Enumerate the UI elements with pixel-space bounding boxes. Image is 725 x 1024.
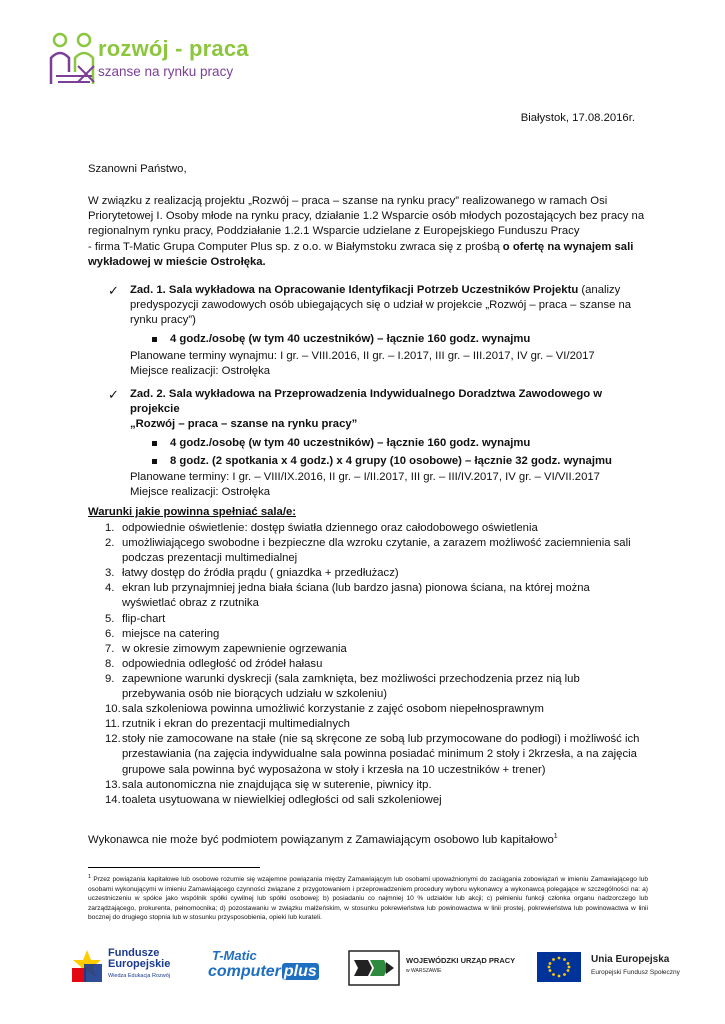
eu-flag-icon bbox=[537, 952, 581, 982]
logo-subtitle: szanse na rynku pracy bbox=[98, 64, 234, 79]
condition-text: przestawiania (na zajęcia indywidualne sala powinna posiadać minimum 2 stoły i 2krzesła, a na zajęcia bbox=[122, 748, 637, 761]
task-place: Miejsce realizacji: Ostrołęka bbox=[130, 486, 270, 499]
condition-text: sala autonomiczna nie znajdująca się w suterenie, piwnicy itp. bbox=[122, 778, 432, 791]
condition-text: podczas prezentacji multimedialnej bbox=[122, 552, 298, 565]
condition-number: 12. bbox=[105, 733, 121, 746]
intro-bold-text: wykładowej w mieście Ostrołęka. bbox=[88, 255, 266, 268]
intro-line: Priorytetowej I. Osoby młode na rynku pracy, działanie 1.2 Wsparcie osób młodych pozostających bez pracy na bbox=[88, 210, 645, 223]
fundusze-europejskie-logo bbox=[70, 946, 190, 988]
condition-text: w okresie zimowym zapewnienie ogrzewania bbox=[122, 642, 347, 655]
task-bullet bbox=[112, 454, 652, 469]
footnote-text: Przez powiązania kapitałowe lub osobowe rozumie się wzajemne powiązania między Zamawiającym lub osobami upoważnionymi do zaciągania zobowiązań w imieniu Zamawiającego lub osobami wykonującymi w imieniu Zamawiającego czynności związane z przygotowaniem i przeprowadzeniem procedury wyboru wykonawcy a wykonawcą polegające w szczególności na: a) uczestniczeniu w spółce jako wspólnik spółki cywilnej lub spółki osobowej; b) posiadaniu co najmniej 10 % udziałów lub akcji; c) pełnieniu funkcji członka organu nadzorczego lub zarządzającego, prokurenta, pełnomocnika; d) pozostawaniu w związku małżeńskim, w stosunku pokrewieństwa lub powinowactwa w linii prostej, pokrewieństwa lub powinowactwa w linii bocznej do drugiego stopnia lub w stosunku przysposobienia, opieki lub kurateli. bbox=[88, 876, 648, 922]
conditions-title: Warunki jakie powinna spełniać sala/e: bbox=[88, 506, 297, 518]
condition-item bbox=[88, 521, 658, 536]
task-bullet bbox=[112, 436, 652, 451]
condition-item bbox=[88, 627, 658, 642]
condition-item bbox=[88, 778, 658, 793]
fe-title-1: Fundusze bbox=[108, 947, 160, 959]
task-bullet-text: 4 godz./osobę (w tym 40 uczestników) – łącznie 160 godz. wynajmu bbox=[170, 332, 531, 345]
task-place: Miejsce realizacji: Ostrołęka bbox=[130, 365, 270, 378]
condition-number: 2. bbox=[105, 537, 115, 550]
fe-subtitle: Wiedza Edukacja Rozwój bbox=[108, 973, 171, 979]
condition-text: toaleta usytuowana w niewielkiej odległości od sali szkoleniowej bbox=[122, 793, 442, 806]
condition-item bbox=[88, 612, 658, 627]
condition-number: 6. bbox=[105, 627, 115, 640]
task-bullet bbox=[112, 332, 652, 347]
condition-text: zapewnione warunki dyskrecji (sala zamknięta, bez możliwości przechodzenia przez nią lub bbox=[122, 672, 580, 685]
tmatic-logo bbox=[208, 948, 317, 988]
condition-text: wyświetlać obraz z rzutnika bbox=[122, 597, 259, 610]
salutation: Szanowni Państwo, bbox=[88, 163, 187, 175]
condition-number: 1. bbox=[105, 522, 115, 534]
task-2 bbox=[108, 387, 652, 500]
condition-item bbox=[88, 672, 658, 702]
tmatic-plus: plus bbox=[283, 963, 317, 980]
condition-item bbox=[88, 732, 658, 777]
square-bullet-icon bbox=[152, 337, 157, 342]
fe-title-2: Europejskie bbox=[108, 958, 171, 970]
task-title: Zad. 2. Sala wykładowa na Przeprowadzenia Indywidualnego Doradztwa Zawodowego w projekcie bbox=[130, 388, 603, 416]
condition-item bbox=[88, 566, 658, 581]
condition-text: grupowe sala powinna być wyposażona w stoły i krzesła na 10 uczestników + trener) bbox=[122, 763, 546, 776]
condition-text: sala szkoleniowa powinna umożliwić korzystanie z zajęć osobom niepełnosprawnym bbox=[122, 703, 544, 716]
task-title-line bbox=[112, 417, 652, 432]
fe-star-icon bbox=[70, 946, 104, 984]
condition-item bbox=[88, 657, 658, 672]
condition-item bbox=[88, 536, 658, 566]
condition-text: flip-chart bbox=[122, 612, 166, 625]
task-title-line bbox=[108, 283, 652, 298]
closing-statement bbox=[88, 833, 558, 846]
condition-number: 7. bbox=[105, 642, 115, 655]
wup-subtitle: w WARSZAWIE bbox=[406, 968, 442, 974]
conditions-list bbox=[88, 521, 658, 808]
eu-subtitle: Europejski Fundusz Społeczny bbox=[591, 969, 680, 976]
condition-number: 11. bbox=[105, 718, 120, 731]
task-terms: Planowane terminy: I gr. – VIII/IX.2016, II gr. – I/II.2017, III gr. – III/IV.2017, IV gr. – VI/VII.2017 bbox=[130, 471, 600, 484]
intro-text: - firma T-Matic Grupa Computer Plus sp. z o.o. w Białymstoku zwraca się z prośbą bbox=[88, 240, 503, 253]
task-title-rest: (analizy bbox=[578, 284, 621, 296]
task-description: rynku pracy”) bbox=[130, 314, 196, 327]
condition-number: 13. bbox=[105, 778, 121, 791]
condition-text: przebywania osób nie biorących udziału w szkoleniu) bbox=[122, 688, 387, 701]
condition-item bbox=[88, 642, 658, 657]
intro-line bbox=[88, 255, 648, 270]
eu-logo bbox=[537, 948, 697, 988]
square-bullet-icon bbox=[152, 459, 157, 464]
wup-logo bbox=[348, 950, 528, 986]
condition-item bbox=[88, 717, 658, 732]
task-terms: Planowane terminy wynajmu: I gr. – VIII.2016, II gr. – I.2017, III gr. – III.2017, IV gr. – VI/2017 bbox=[130, 349, 595, 362]
wup-title: WOJEWÓDZKI URZĄD PRACY bbox=[406, 956, 516, 965]
footnote bbox=[88, 873, 648, 923]
intro-line: W związku z realizacją projektu „Rozwój – praca – szanse na rynku pracy” realizowanego w ramach Osi bbox=[88, 195, 608, 207]
square-bullet-icon bbox=[152, 441, 157, 446]
intro-paragraph bbox=[88, 194, 648, 270]
condition-number: 9. bbox=[105, 672, 115, 685]
condition-text: łatwy dostęp do źródła prądu ( gniazdka + przedłużacz) bbox=[122, 567, 399, 580]
people-icon bbox=[48, 32, 100, 88]
wup-emblem-icon bbox=[348, 950, 400, 986]
task-title-line bbox=[108, 387, 652, 417]
tmatic-computer: computer bbox=[208, 963, 281, 980]
eu-title: Unia Europejska bbox=[591, 954, 670, 965]
footnote-number: 1 bbox=[88, 874, 92, 880]
task-bullet-text: 4 godz./osobę (w tym 40 uczestników) – łącznie 160 godz. wynajmu bbox=[170, 436, 531, 449]
tmatic-subtitle bbox=[208, 963, 319, 981]
footnote-ref: 1 bbox=[553, 833, 558, 840]
condition-number: 4. bbox=[105, 582, 115, 595]
intro-bold-text: o ofertę na wynajem sali bbox=[502, 240, 634, 253]
task-title: Zad. 1. Sala wykładowa na Opracowanie Identyfikacji Potrzeb Uczestników Projektu bbox=[130, 284, 579, 296]
footnote-divider bbox=[88, 867, 260, 868]
condition-number: 14. bbox=[105, 793, 121, 806]
logo-title: rozwój - praca bbox=[98, 36, 249, 61]
check-icon: ✓ bbox=[108, 387, 119, 402]
closing-text: Wykonawca nie może być podmiotem powiązanym z Zamawiającym osobowo lub kapitałowo bbox=[88, 833, 554, 846]
condition-number: 8. bbox=[105, 657, 115, 670]
condition-item bbox=[88, 581, 658, 611]
task-1 bbox=[108, 283, 652, 379]
intro-line bbox=[88, 240, 648, 255]
task-bullet-text: 8 godz. (2 spotkania x 4 godz.) x 4 grupy (10 osobowe) – łącznie 32 godz. wynajmu bbox=[170, 454, 612, 467]
condition-item bbox=[88, 702, 658, 717]
condition-text: odpowiednie oświetlenie: dostęp światła dziennego oraz całodobowego oświetlenia bbox=[122, 522, 538, 534]
intro-line: regionalnym rynku pracy, Poddziałanie 1.2.1 Wsparcie udzielane z Europejskiego Funduszu Pracy bbox=[88, 225, 580, 238]
condition-number: 10. bbox=[105, 703, 121, 716]
condition-text: stoły nie zamocowane na stałe (nie są skręcone ze sobą lub przymocowane do podłogi) i możliwość ich bbox=[122, 733, 640, 746]
tmatic-title: T-Matic bbox=[212, 948, 257, 963]
check-icon: ✓ bbox=[108, 283, 119, 298]
task-description: predyspozycji zawodowych osób ubiegających się o udział w projekcie „Rozwój – praca – szanse na bbox=[130, 299, 632, 312]
task-title: „Rozwój – praca – szanse na rynku pracy” bbox=[130, 418, 358, 431]
condition-number: 5. bbox=[105, 612, 115, 625]
condition-number: 3. bbox=[105, 567, 115, 580]
condition-text: umożliwiającego swobodne i bezpieczne dla wzroku czytanie, a zarazem możliwość zaciemnienia sali bbox=[122, 537, 631, 550]
condition-text: odpowiednia odległość od źródeł hałasu bbox=[122, 657, 323, 670]
condition-text: ekran lub przynajmniej jedna biała ściana (lub bardzo jasna) pionowa ściana, na której można bbox=[122, 582, 590, 595]
condition-text: rzutnik i ekran do prezentacji multimedialnych bbox=[122, 718, 350, 731]
condition-text: miejsce na catering bbox=[122, 627, 220, 640]
document-date: Białystok, 17.08.2016r. bbox=[520, 112, 635, 124]
condition-item bbox=[88, 793, 658, 808]
